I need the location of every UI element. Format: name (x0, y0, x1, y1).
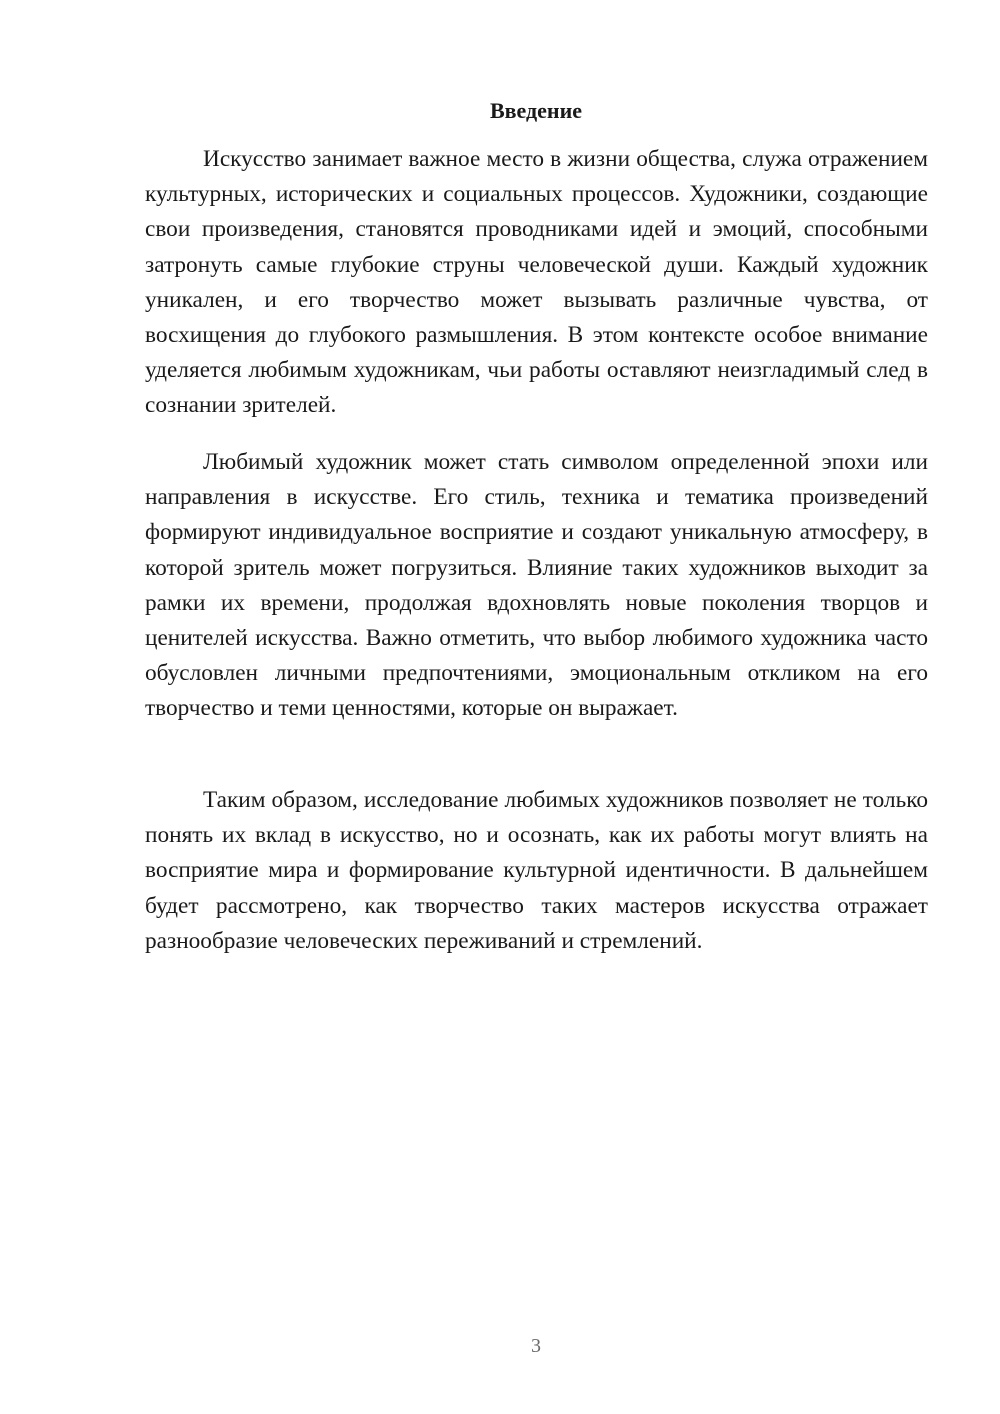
paragraph-3: Таким образом, исследование любимых художников позволяет не только понять их вклад в искусство, но и осознать, как их работы могут влиять на восприятие мира и формирование культурной идентичности. В дальнейшем будет рассмотрено, как творчество таких мастеров искусства отражает разнообразие человеческих переживаний и стремлений. (145, 787, 928, 954)
section-title: Введение (489, 98, 583, 123)
page-number: 3 (531, 1335, 541, 1357)
paragraph-1: Искусство занимает важное место в жизни общества, служа отражением культурных, исторических и социальных процессов. Художники, создающие свои произведения, становятся проводниками идей и эмоций, способными затронуть самые глубокие струны человеческой души. Каждый художник уникален, и его творчество может вызывать различные чувства, от восхищения до глубокого размышления. В этом контексте особое внимание уделяется любимым художникам, чьи работы оставляют неизгладимый след в сознании зрителей. (145, 146, 928, 419)
paragraph-2: Любимый художник может стать символом определенной эпохи или направления в искусстве. Его стиль, техника и тематика произведений формируют индивидуальное восприятие и создают уникальную атмосферу, в которой зритель может погрузиться. Влияние таких художников выходит за рамки их времени, продолжая вдохновлять новые поколения творцов и ценителей искусства. Важно отметить, что выбор любимого художника часто обусловлен личными предпочтениями, эмоциональным откликом на его творчество и теми ценностями, которые он выражает. (145, 449, 928, 722)
